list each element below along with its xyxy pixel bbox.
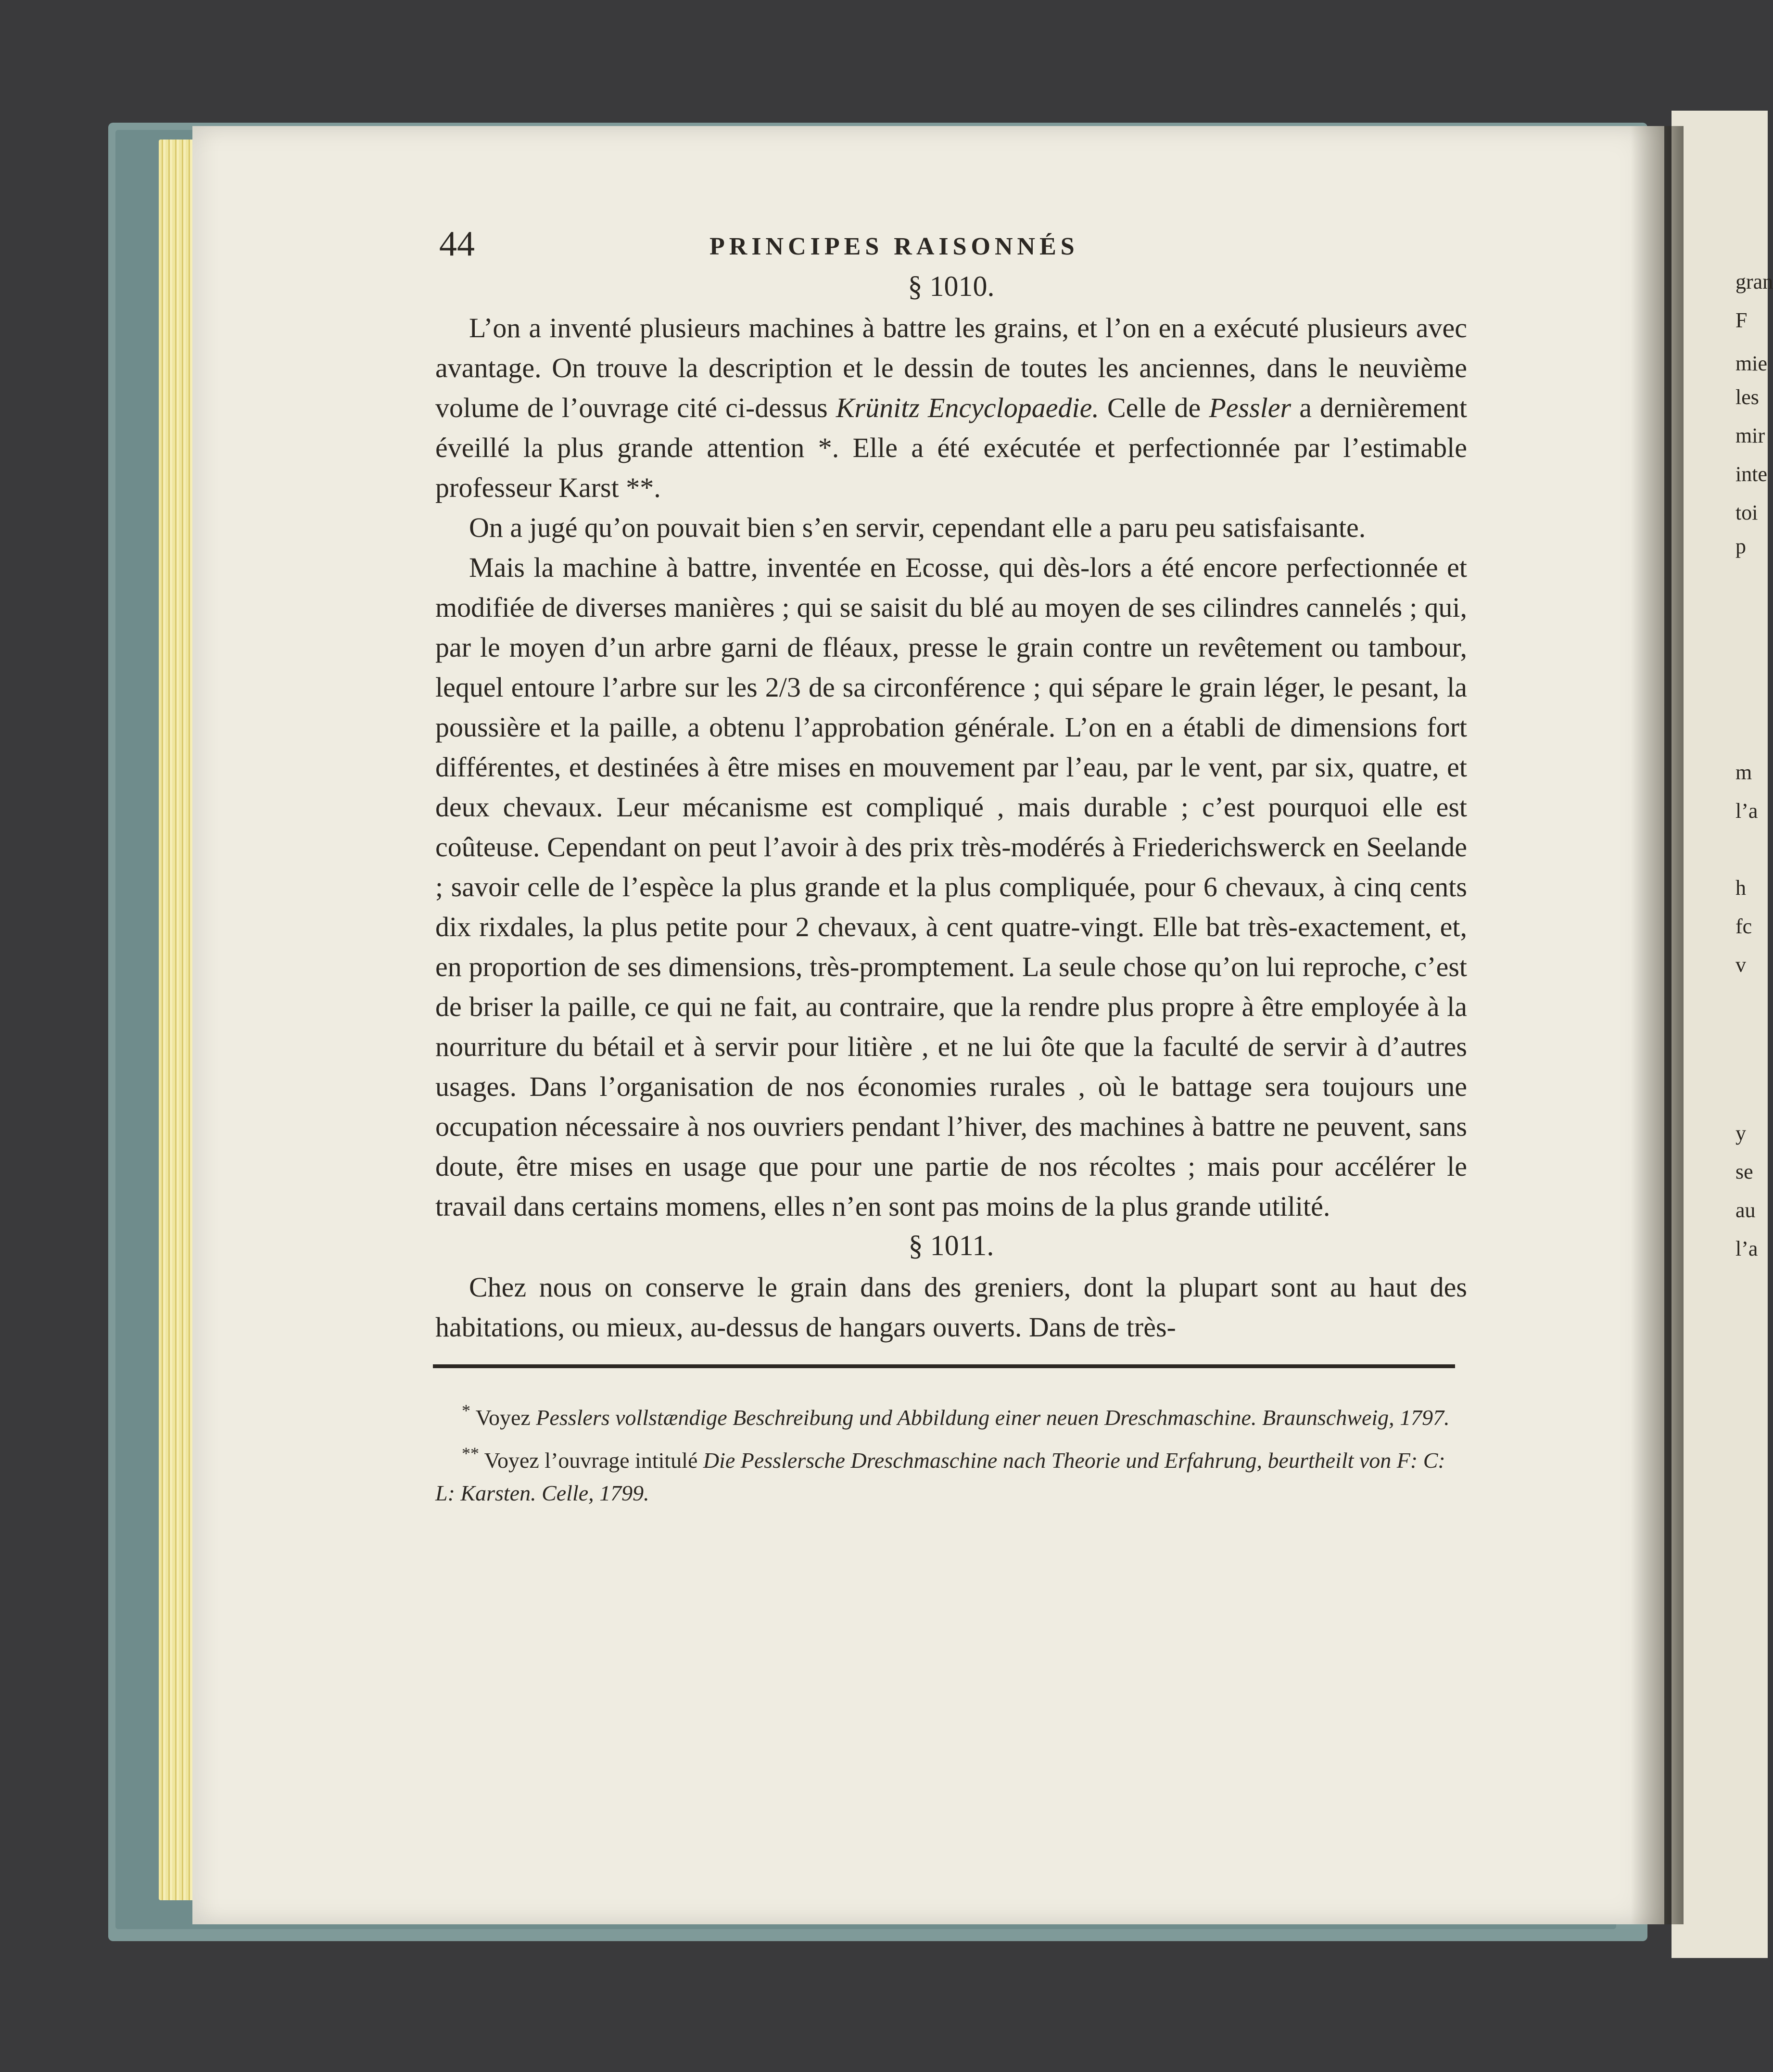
section-heading: § 1011.: [908, 1230, 994, 1261]
facing-page-fragment: inte: [1735, 462, 1767, 486]
facing-page-fragment: au: [1735, 1198, 1756, 1222]
footnote-rule: [433, 1364, 1455, 1368]
facing-page-fragment: les: [1735, 385, 1759, 409]
facing-page-fragment: mie: [1735, 352, 1767, 375]
facing-page-fragment: F: [1735, 308, 1748, 332]
facing-page-fragment: gran: [1735, 270, 1773, 293]
paragraph: On a jugé qu’on pouvait bien s’en servir, cependant elle a paru peu satisfaisante.: [469, 512, 1366, 543]
page-number: 44: [439, 224, 475, 264]
facing-page-fragment: m: [1735, 761, 1752, 784]
footnote: * Voyez Pesslers vollstændige Beschreibung und Abbildung einer neuen Dreschmaschine. Braunschweig, 1797.: [462, 1401, 1450, 1430]
running-head: [435, 224, 1467, 267]
facing-page-fragment: se: [1735, 1160, 1753, 1183]
facing-page-fragments: [1721, 0, 1773, 2072]
facing-page-fragment: mir: [1735, 424, 1765, 447]
facing-page-fragment: v: [1735, 953, 1746, 977]
section-heading: § 1010.: [908, 270, 995, 302]
running-title: PRINCIPES RAISONNÉS: [709, 233, 1079, 260]
facing-page-fragment: l’a: [1735, 1237, 1758, 1260]
page-gutter-shadow: [1631, 126, 1684, 1924]
facing-page-fragment: fc: [1735, 915, 1752, 938]
facing-page-fragment: y: [1735, 1121, 1746, 1145]
footnote: ** Voyez l’ouvrage intitulé Die Pesslersche Dreschmaschine nach Theorie und Erfahrung, beurtheilt von F: C: L: Karsten. Celle, 1799.: [435, 1444, 1445, 1505]
facing-page-fragment: toi: [1735, 501, 1758, 524]
page-text: [435, 224, 1467, 1513]
paragraph: L’on a inventé plusieurs machines à battre les grains, et l’on en a exécuté plusieurs avec avantage. On trouve la description et le dessin de toutes les anciennes, dans le neuvième volume de l’ouvrage cité ci-dessus Krünitz Encyclopaedie. Celle de Pessler a dernièrement éveillé la plus grande attention *. Elle a été exécutée et perfectionnée par l’estimable professeur Karst **.: [435, 312, 1467, 503]
facing-page-fragment: h: [1735, 876, 1746, 900]
fraction: 2/3: [765, 672, 801, 703]
paragraph: Mais la machine à battre, inventée en Ecosse, qui dès-lors a été encore perfectionnée et modifiée de diverses manières ; qui se saisit du blé au moyen de ses cilindres cannelés ; qui, par le moyen d’un arbre garni de fléaux, presse le grain contre un revêtement ou tambour, lequel entoure l’arbre sur les 2/3 de sa circonférence ; qui sépare le grain léger, le pesant, la poussière et la paille, a obtenu l’approbation générale. L’on en a établi de dimensions fort différentes, et destinées à être mises en mouvement par l’eau, par le vent, par six, quatre, et deux chevaux. Leur mécanisme est compliqué , mais durable ; c’est pourquoi elle est coûteuse. Cependant on peut l’avoir à des prix très-modérés à Friederichswerck en Seelande ; savoir celle de l’espèce la plus grande et la plus compliquée, pour 6 chevaux, à cinq cents dix rixdales, la plus petite pour 2 chevaux, à cent quatre-vingt. Elle bat très-exactement, et, en proportion de ses dimensions, très-promptement. La seule chose qu’on lui reproche, c’est de briser la paille, ce qui ne fait, au contraire, que la rendre plus propre à être employée à la nourriture du bétail et à servir pour litière , et ne lui ôte que la faculté de servir à d’autres usages. Dans l’organisation de nos économies rurales , où le battage sera toujours une occupation nécessaire à nos ouvriers pendant l’hiver, des machines à battre ne peuvent, sans doute, être mises en usage que pour une partie de nos récoltes ; mais pour accélérer le travail dans certains momens, elles n’en sont pas moins de la plus grande utilité.: [435, 552, 1467, 1222]
paragraph: Chez nous on conserve le grain dans des greniers, dont la plupart sont au haut des habitations, ou mieux, au-dessus de hangars ouverts. Dans de très-: [435, 1271, 1467, 1343]
facing-page-fragment: p: [1735, 534, 1746, 558]
footnotes: [435, 1394, 1467, 1510]
facing-page-fragment: l’a: [1735, 799, 1758, 823]
